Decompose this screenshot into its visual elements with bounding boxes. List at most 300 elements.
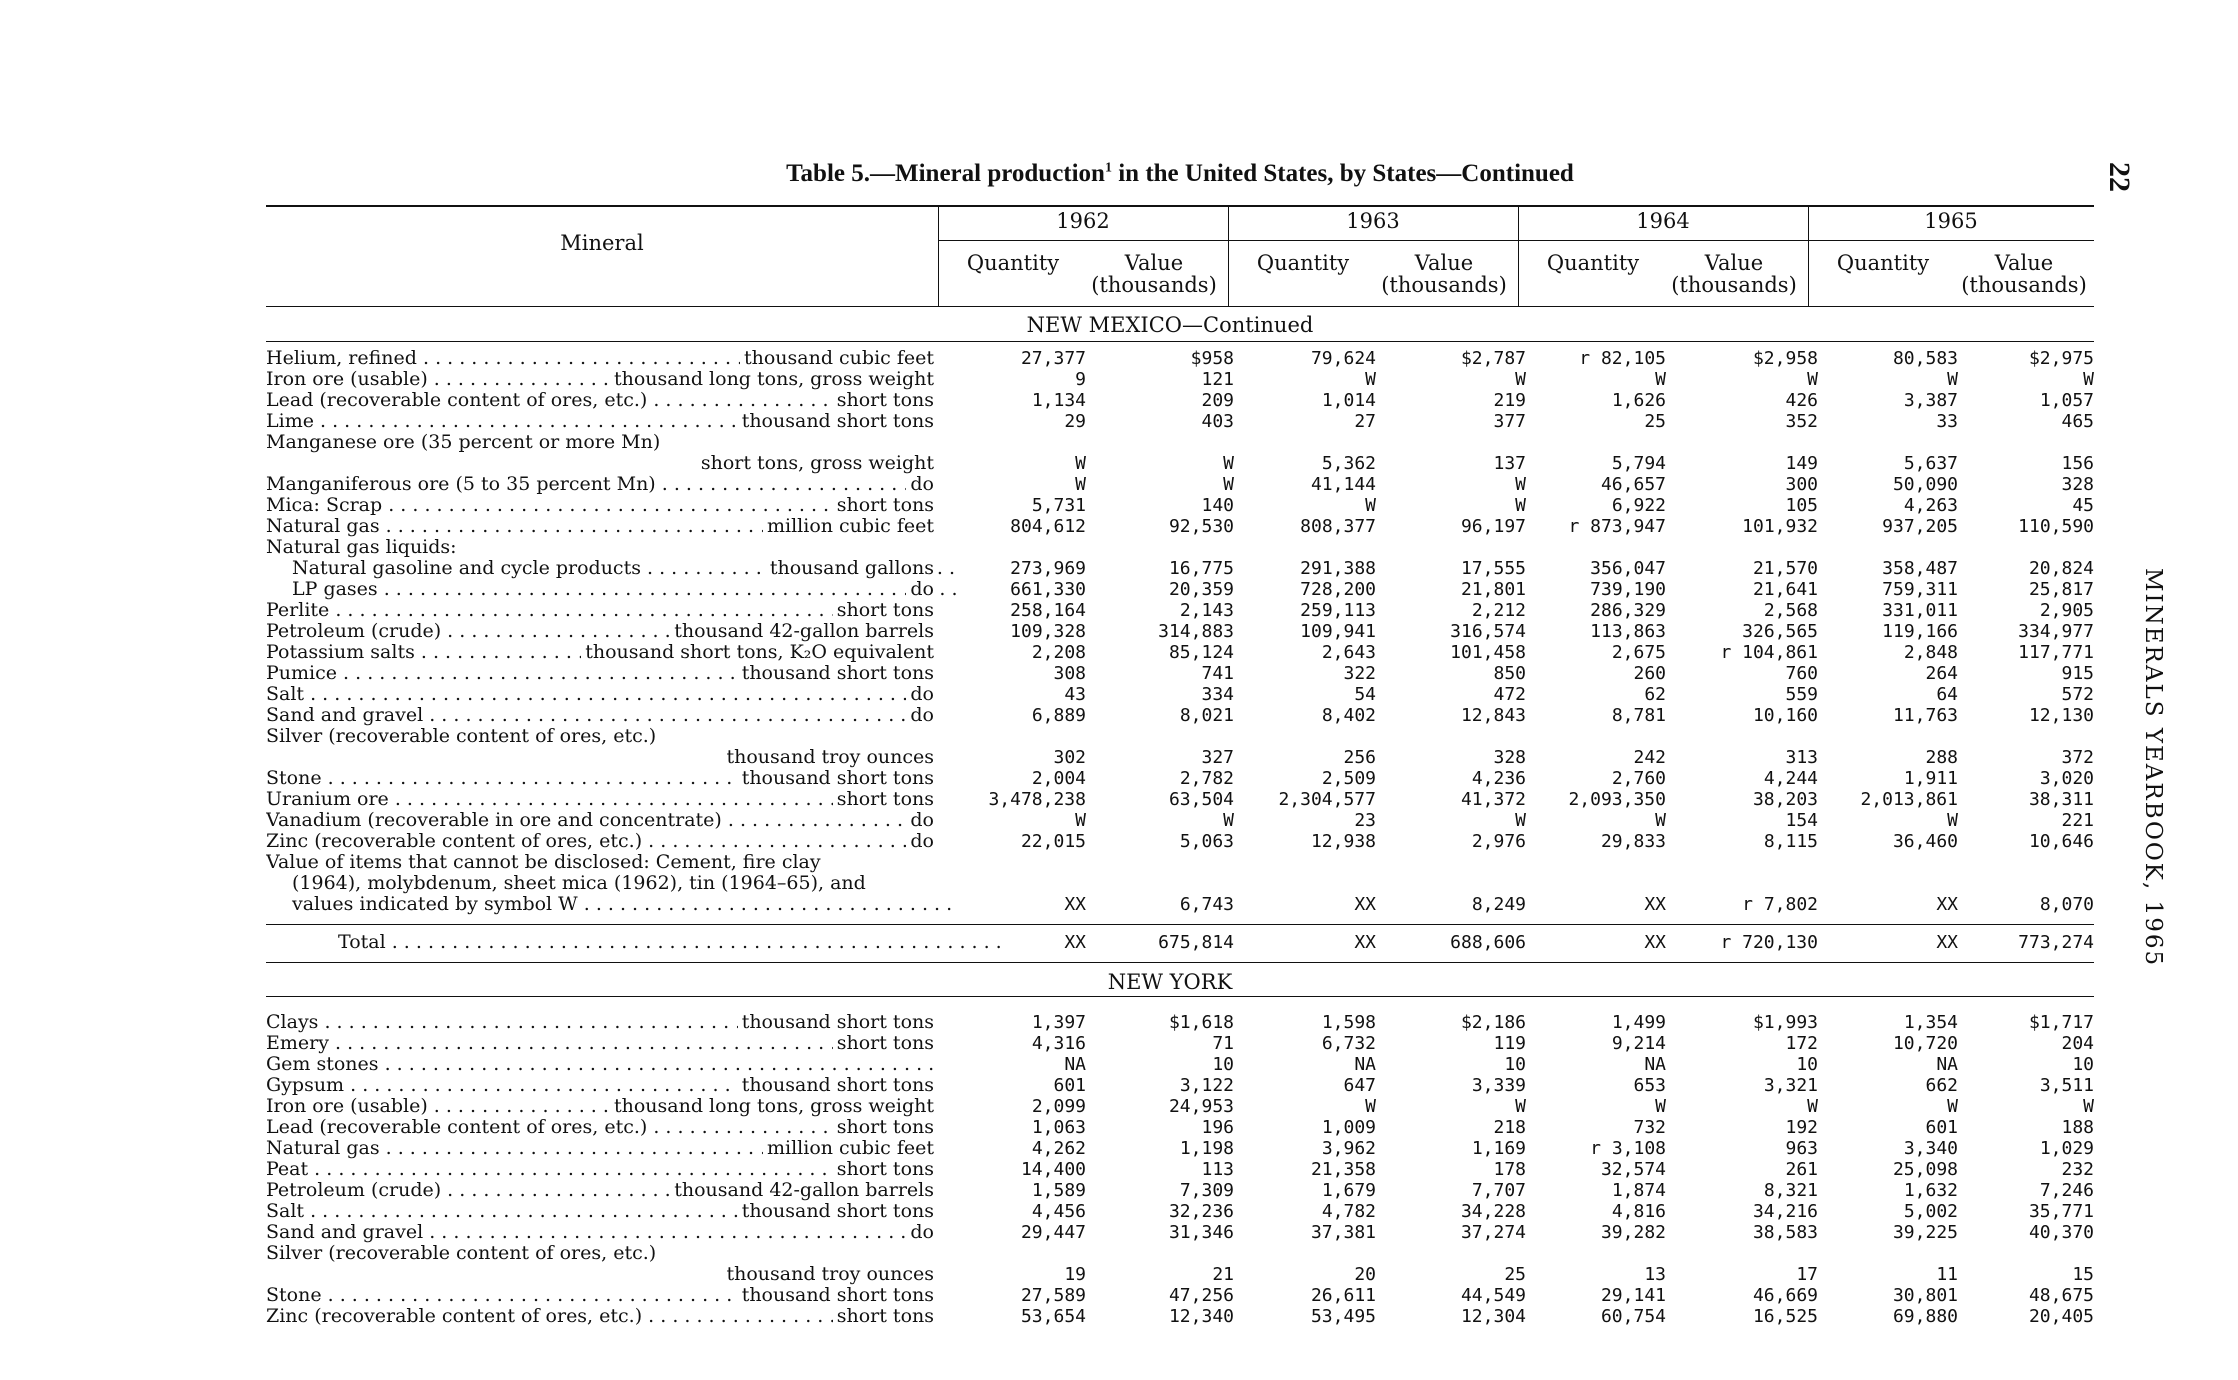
cell-value: $2,186 [1460,1012,1526,1033]
cell-value: 60,754 [1600,1306,1666,1327]
cell-value: 7,309 [1179,1180,1234,1201]
cell-value: 101,458 [1450,642,1526,663]
cell-value: 62 [1644,684,1666,705]
cell-value: 2,675 [1611,642,1666,663]
cell-value: 728,200 [1300,579,1376,600]
cell-value: XX [1644,932,1666,953]
cell-value: 10 [1212,1054,1234,1075]
table-row [266,642,2094,663]
row-label: Natural gasoline and cycle products . . . [266,558,960,579]
cell-value: 2,143 [1179,600,1234,621]
cell-value: 4,816 [1611,1201,1666,1222]
cell-value: 119 [1493,1033,1526,1054]
cell-value: 688,606 [1450,932,1526,953]
cell-value: 2,976 [1471,831,1526,852]
row-label: Potassium salts . . . [266,642,934,663]
cell-value: 39,225 [1892,1222,1958,1243]
quantity-header: Quantity [966,251,1060,275]
cell-value: 45 [2072,495,2094,516]
cell-value: 273,969 [1010,558,1086,579]
cell-value: 16,775 [1168,558,1234,579]
table-row [266,537,2094,558]
value-header-line1: Value [1414,251,1474,275]
cell-value: 559 [1785,684,1818,705]
row-label: Manganese ore (35 percent or more Mn) [266,432,661,453]
row-label: Pumice . . . [266,663,934,684]
cell-value: NA [1354,1054,1376,1075]
footnote-marker: 1 [1104,160,1112,176]
total-row [266,932,2094,953]
section-rows-new-york [266,1012,2094,1327]
table-row [266,705,2094,726]
row-unit: short tons [833,390,934,411]
cell-value: W [1075,474,1086,495]
cell-value: 6,743 [1179,894,1234,915]
cell-value: 8,402 [1321,705,1376,726]
cell-value: 3,339 [1471,1075,1526,1096]
cell-value: 172 [1785,1033,1818,1054]
cell-value: 4,782 [1321,1201,1376,1222]
value-header-line2: (thousands) [1671,273,1797,297]
table-row [266,1180,2094,1201]
cell-value: 92,530 [1168,516,1234,537]
table-row [266,1306,2094,1327]
row-label: Clays . . . [266,1012,934,1033]
cell-value: 4,244 [1763,768,1818,789]
cell-value: 39,282 [1600,1222,1666,1243]
table-row [266,1054,2094,1075]
cell-value: 105 [1785,495,1818,516]
cell-value: 334 [1201,684,1234,705]
section-rule [266,996,2094,997]
cell-value: 85,124 [1168,642,1234,663]
cell-value: 218 [1493,1117,1526,1138]
cell-value: 37,381 [1310,1222,1376,1243]
cell-value: XX [1064,894,1086,915]
row-label: thousand troy ounces [726,1264,934,1285]
table-row [266,1222,2094,1243]
table-row [266,1075,2094,1096]
cell-value: 29,833 [1600,831,1666,852]
row-label: Lead (recoverable content of ores, etc.) . . . [266,390,934,411]
table-row [266,474,2094,495]
cell-value: 260 [1633,663,1666,684]
cell-value: 27,377 [1020,348,1086,369]
cell-value: 3,962 [1321,1138,1376,1159]
cell-value: 24,953 [1168,1096,1234,1117]
cell-value: 5,063 [1179,831,1234,852]
cell-value: 27 [1354,411,1376,432]
cell-value: r 7,802 [1742,894,1818,915]
cell-value: 2,013,861 [1860,789,1958,810]
cell-value: 331,011 [1882,600,1958,621]
cell-value: XX [1644,894,1666,915]
row-label: Stone . . . [266,1285,934,1306]
row-unit: short tons [833,1159,934,1180]
cell-value: 54 [1354,684,1376,705]
cell-value: 53,495 [1310,1306,1376,1327]
cell-value: 209 [1201,390,1234,411]
cell-value: 937,205 [1882,516,1958,537]
cell-value: 322 [1343,663,1376,684]
row-unit: short tons [833,600,934,621]
running-head: MINERALS YEARBOOK, 1965 [2140,568,2166,968]
cell-value: 20,359 [1168,579,1234,600]
cell-value: 5,731 [1031,495,1086,516]
cell-value: 33 [1936,411,1958,432]
cell-value: XX [1354,894,1376,915]
table-row [266,369,2094,390]
cell-value: W [1075,810,1086,831]
cell-value: 675,814 [1158,932,1234,953]
row-label: Gem stones . . . [266,1054,934,1075]
cell-value: 117,771 [2018,642,2094,663]
cell-value: 43 [1064,684,1086,705]
cell-value: 16,525 [1752,1306,1818,1327]
cell-value: W [1223,453,1234,474]
cell-value: 1,063 [1031,1117,1086,1138]
table-row [266,621,2094,642]
cell-value: 1,874 [1611,1180,1666,1201]
cell-value: 121 [1201,369,1234,390]
cell-value: 46,669 [1752,1285,1818,1306]
row-label: Manganiferous ore (5 to 35 percent Mn) . . . [266,474,934,495]
row-label: Natural gas . . . [266,1138,934,1159]
cell-value: 1,009 [1321,1117,1376,1138]
cell-value: 2,099 [1031,1096,1086,1117]
header-top-rule [266,205,2094,207]
cell-value: $1,993 [1752,1012,1818,1033]
title-prefix: Table 5.—Mineral production [786,160,1105,187]
cell-value: 2,509 [1321,768,1376,789]
cell-value: 403 [1201,411,1234,432]
row-unit: thousand long tons, gross weight [610,369,934,390]
cell-value: 113,863 [1590,621,1666,642]
cell-value: r 720,130 [1720,932,1818,953]
row-label: Stone . . . [266,768,934,789]
cell-value: 7,707 [1471,1180,1526,1201]
cell-value: 258,164 [1010,600,1086,621]
section-rule [266,962,2094,963]
row-unit: thousand short tons [738,1012,934,1033]
cell-value: 232 [2061,1159,2094,1180]
cell-value: 601 [1925,1117,1958,1138]
cell-value: 5,637 [1903,453,1958,474]
cell-value: 31,346 [1168,1222,1234,1243]
cell-value: 352 [1785,411,1818,432]
value-header-line1: Value [1124,251,1184,275]
section-title-new-mexico: NEW MEXICO—Continued [1026,313,1314,337]
cell-value: 328 [2061,474,2094,495]
total-rule [266,924,2094,925]
cell-value: 314,883 [1158,621,1234,642]
cell-value: 79,624 [1310,348,1376,369]
cell-value: 10 [2072,1054,2094,1075]
section-rule [266,341,2094,342]
cell-value: 302 [1053,747,1086,768]
cell-value: 12,938 [1310,831,1376,852]
cell-value: r 3,108 [1590,1138,1666,1159]
quantity-header: Quantity [1546,251,1640,275]
cell-value: 64 [1936,684,1958,705]
cell-value: 47,256 [1168,1285,1234,1306]
row-label: Gypsum . . . [266,1075,934,1096]
cell-value: 178 [1493,1159,1526,1180]
row-unit: million cubic feet [763,1138,934,1159]
row-label: Mica: Scrap . . . [266,495,934,516]
cell-value: 21,801 [1460,579,1526,600]
cell-value: 44,549 [1460,1285,1526,1306]
cell-value: 119,166 [1882,621,1958,642]
cell-value: 48,675 [2028,1285,2094,1306]
row-label: Zinc (recoverable content of ores, etc.) . . . [266,831,934,852]
cell-value: 137 [1493,453,1526,474]
table-row [266,1096,2094,1117]
cell-value: 264 [1925,663,1958,684]
cell-value: r 873,947 [1568,516,1666,537]
cell-value: 2,212 [1471,600,1526,621]
table-row [266,810,2094,831]
cell-value: W [1947,1096,1958,1117]
cell-value: 8,021 [1179,705,1234,726]
cell-value: 32,236 [1168,1201,1234,1222]
table-row [266,747,2094,768]
cell-value: 1,679 [1321,1180,1376,1201]
quantity-header: Quantity [1256,251,1350,275]
cell-value: 196 [1201,1117,1234,1138]
cell-value: 1,499 [1611,1012,1666,1033]
row-label: Salt . . . [266,684,934,705]
row-unit: thousand short tons [738,768,934,789]
table-title [266,160,2094,188]
cell-value: 25,817 [2028,579,2094,600]
title-suffix: in the United States, by States—Continued [1111,160,1574,187]
cell-value: 204 [2061,1033,2094,1054]
cell-value: 358,487 [1882,558,1958,579]
cell-value: 96,197 [1460,516,1526,537]
value-header-line2: (thousands) [1381,273,1507,297]
row-unit: thousand 42-gallon barrels [670,621,934,642]
cell-value: 3,340 [1903,1138,1958,1159]
cell-value: 426 [1785,390,1818,411]
cell-value: 1,354 [1903,1012,1958,1033]
cell-value: 10,646 [2028,831,2094,852]
cell-value: 334,977 [2018,621,2094,642]
cell-value: 36,460 [1892,831,1958,852]
cell-value: 1,397 [1031,1012,1086,1033]
table-row [266,894,2094,915]
cell-value: 572 [2061,684,2094,705]
cell-value: W [1515,810,1526,831]
cell-value: 3,387 [1903,390,1958,411]
row-label: Zinc (recoverable content of ores, etc.) . . . [266,1306,934,1327]
cell-value: 288 [1925,747,1958,768]
row-unit: thousand gallons [766,558,934,579]
section-rows-new-mexico [266,348,2094,915]
cell-value: 8,115 [1763,831,1818,852]
cell-value: 27,589 [1020,1285,1086,1306]
cell-value: 9 [1075,369,1086,390]
cell-value: 316,574 [1450,621,1526,642]
row-label: Perlite . . . [266,600,934,621]
table-row [266,663,2094,684]
row-unit: thousand short tons [738,1285,934,1306]
cell-value: 7,246 [2039,1180,2094,1201]
cell-value: 963 [1785,1138,1818,1159]
cell-value: 192 [1785,1117,1818,1138]
cell-value: 291,388 [1300,558,1376,579]
cell-value: 6,889 [1031,705,1086,726]
cell-value: 5,362 [1321,453,1376,474]
cell-value: W [1655,369,1666,390]
cell-value: 308 [1053,663,1086,684]
row-unit: short tons [833,495,934,516]
cell-value: 472 [1493,684,1526,705]
cell-value: NA [1064,1054,1086,1075]
section-total-new-mexico [266,932,2094,953]
value-header [1954,252,2094,296]
cell-value: W [1223,474,1234,495]
cell-value: 1,198 [1179,1138,1234,1159]
quantity-header: Quantity [1836,251,1930,275]
cell-value: W [1515,1096,1526,1117]
cell-value: 29,141 [1600,1285,1666,1306]
cell-value: 259,113 [1300,600,1376,621]
cell-value: XX [1936,932,1958,953]
table-row [266,1264,2094,1285]
cell-value: 5,002 [1903,1201,1958,1222]
cell-value: W [1515,369,1526,390]
cell-value: 3,020 [2039,768,2094,789]
cell-value: 80,583 [1892,348,1958,369]
cell-value: 261 [1785,1159,1818,1180]
cell-value: 21,641 [1752,579,1818,600]
cell-value: 188 [2061,1117,2094,1138]
cell-value: 2,848 [1903,642,1958,663]
row-label: Value of items that cannot be disclosed: Cement, fire clay [266,852,821,873]
table-row [266,684,2094,705]
table-row [266,558,2094,579]
cell-value: W [1365,495,1376,516]
cell-value: 140 [1201,495,1234,516]
row-label: Salt . . . [266,1201,934,1222]
cell-value: 109,941 [1300,621,1376,642]
cell-value: 256 [1343,747,1376,768]
cell-value: W [1947,810,1958,831]
row-label: Helium, refined . . . [266,348,934,369]
cell-value: 13 [1644,1264,1666,1285]
cell-value: 3,511 [2039,1075,2094,1096]
row-label: Lead (recoverable content of ores, etc.) . . . [266,1117,934,1138]
cell-value: $1,717 [2028,1012,2094,1033]
cell-value: 372 [2061,747,2094,768]
row-label: LP gases . . . [266,579,960,600]
row-label: Sand and gravel . . . [266,1222,934,1243]
cell-value: $2,975 [2028,348,2094,369]
cell-value: 25 [1644,411,1666,432]
row-unit: thousand short tons [738,1075,934,1096]
table-row [266,768,2094,789]
cell-value: XX [1064,932,1086,953]
cell-value: 23 [1354,810,1376,831]
cell-value: 773,274 [2018,932,2094,953]
cell-value: 50,090 [1892,474,1958,495]
cell-value: W [1807,369,1818,390]
cell-value: 4,316 [1031,1033,1086,1054]
cell-value: 12,130 [2028,705,2094,726]
cell-value: 41,144 [1310,474,1376,495]
cell-value: 6,922 [1611,495,1666,516]
section-title-new-york: NEW YORK [1107,970,1233,994]
header-bottom-rule [266,306,2094,307]
row-unit: thousand 42-gallon barrels [670,1180,934,1201]
row-label: Iron ore (usable) . . . [266,369,934,390]
row-label: Natural gas . . . [266,516,934,537]
cell-value: W [1947,369,1958,390]
cell-value: 20 [1354,1264,1376,1285]
cell-value: 156 [2061,453,2094,474]
cell-value: 2,208 [1031,642,1086,663]
row-unit: short tons [833,1117,934,1138]
cell-value: r 82,105 [1579,348,1666,369]
cell-value: $2,787 [1460,348,1526,369]
cell-value: 8,070 [2039,894,2094,915]
row-unit: short tons [833,789,934,810]
table-row [266,348,2094,369]
cell-value: 17,555 [1460,558,1526,579]
mineral-column-header: Mineral [560,231,644,255]
cell-value: 22,015 [1020,831,1086,852]
table-row [266,432,2094,453]
cell-value: NA [1936,1054,1958,1075]
cell-value: 110,590 [2018,516,2094,537]
cell-value: 32,574 [1600,1159,1666,1180]
table-row [266,1285,2094,1306]
cell-value: 1,632 [1903,1180,1958,1201]
table-row [266,1138,2094,1159]
table-row [266,873,2094,894]
cell-value: 313 [1785,747,1818,768]
cell-value: 2,093,350 [1568,789,1666,810]
table-row [266,390,2094,411]
cell-value: 328 [1493,747,1526,768]
cell-value: W [1655,1096,1666,1117]
row-unit: thousand short tons, K₂O equivalent [581,642,934,663]
cell-value: 9,214 [1611,1033,1666,1054]
table-row [266,411,2094,432]
table-row [266,600,2094,621]
cell-value: 6,732 [1321,1033,1376,1054]
cell-value: 1,134 [1031,390,1086,411]
table-row [266,1243,2094,1264]
cell-value: 377 [1493,411,1526,432]
cell-value: 2,760 [1611,768,1666,789]
cell-value: 113 [1201,1159,1234,1180]
value-header-line1: Value [1994,251,2054,275]
cell-value: W [1515,495,1526,516]
table-row [266,789,2094,810]
cell-value: 10 [1504,1054,1526,1075]
cell-value: 8,321 [1763,1180,1818,1201]
row-unit: million cubic feet [763,516,934,537]
cell-value: 327 [1201,747,1234,768]
row-label: Petroleum (crude) . . . [266,1180,934,1201]
row-unit: do [906,1222,934,1243]
cell-value: W [1223,810,1234,831]
cell-value: 219 [1493,390,1526,411]
cell-value: 2,304,577 [1278,789,1376,810]
cell-value: 2,568 [1763,600,1818,621]
